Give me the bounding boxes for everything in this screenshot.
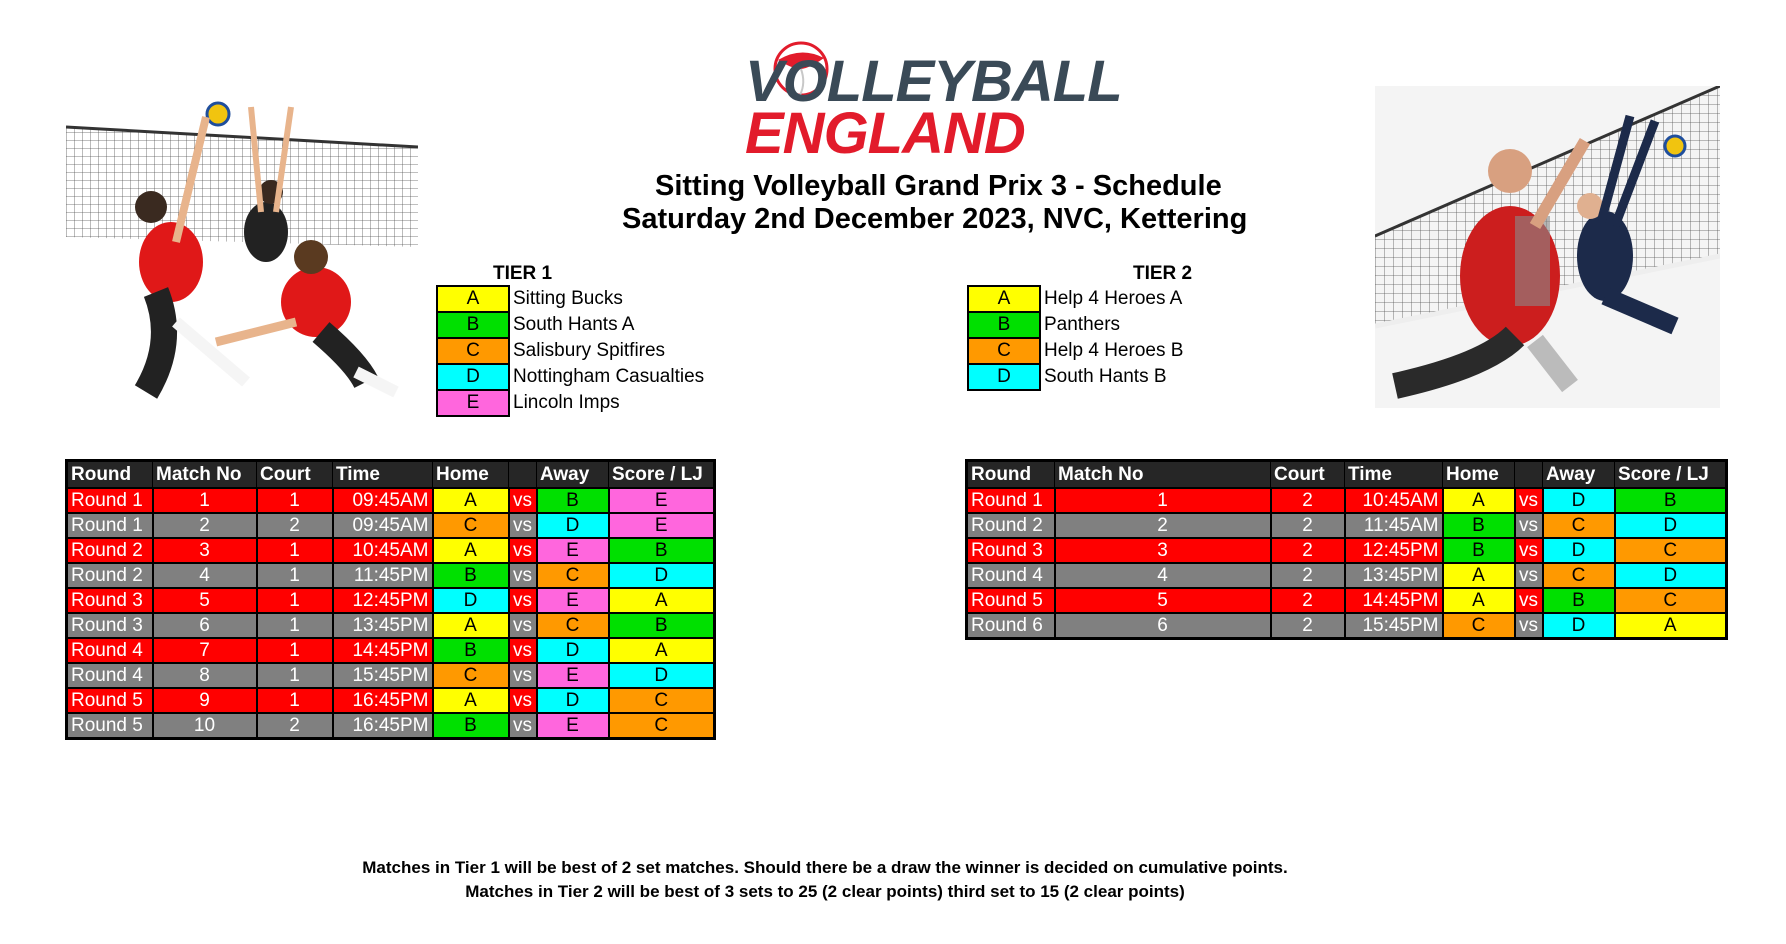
- time-cell: 12:45PM: [1345, 538, 1443, 563]
- home-team-cell: A: [1443, 588, 1515, 613]
- court-cell: 1: [257, 563, 333, 588]
- round-cell: Round 1: [967, 488, 1055, 513]
- column-header: [509, 461, 537, 489]
- team-name: Lincoln Imps: [513, 392, 620, 413]
- vs-cell: vs: [1515, 613, 1543, 639]
- court-cell: 1: [257, 588, 333, 613]
- vs-cell: vs: [509, 588, 537, 613]
- away-team-cell: E: [537, 713, 609, 739]
- time-cell: 11:45AM: [1345, 513, 1443, 538]
- home-team-cell: B: [433, 563, 509, 588]
- match-row: [967, 613, 1727, 639]
- tier1-team-legend: [436, 285, 706, 417]
- court-cell: 2: [1271, 488, 1345, 513]
- vs-cell: vs: [1515, 513, 1543, 538]
- match-row: [67, 563, 715, 588]
- vs-cell: vs: [509, 663, 537, 688]
- team-code-swatch: A: [437, 286, 509, 312]
- round-cell: Round 4: [967, 563, 1055, 588]
- away-team-cell: D: [1543, 488, 1615, 513]
- match-row: [67, 613, 715, 638]
- court-cell: 2: [1271, 613, 1345, 639]
- match-row: [67, 638, 715, 663]
- match-row: [967, 488, 1727, 513]
- legend-row: [968, 286, 1184, 312]
- score-lj-cell: A: [609, 588, 715, 613]
- time-cell: 16:45PM: [333, 713, 433, 739]
- team-name: Help 4 Heroes B: [1044, 340, 1184, 361]
- away-team-cell: E: [537, 588, 609, 613]
- score-lj-cell: D: [609, 663, 715, 688]
- away-team-cell: C: [1543, 513, 1615, 538]
- score-lj-cell: D: [1615, 563, 1727, 588]
- match-row: [67, 713, 715, 739]
- vs-cell: vs: [1515, 488, 1543, 513]
- match-number-cell: 4: [153, 563, 257, 588]
- home-team-cell: A: [1443, 563, 1515, 588]
- vs-cell: vs: [1515, 588, 1543, 613]
- home-team-cell: A: [433, 688, 509, 713]
- legend-row: [437, 312, 705, 338]
- match-number-cell: 10: [153, 713, 257, 739]
- column-header: Round: [967, 461, 1055, 489]
- court-cell: 2: [1271, 588, 1345, 613]
- legend-row: [437, 286, 705, 312]
- score-lj-cell: E: [609, 488, 715, 513]
- home-team-cell: B: [433, 713, 509, 739]
- time-cell: 10:45AM: [333, 538, 433, 563]
- round-cell: Round 5: [967, 588, 1055, 613]
- home-team-cell: B: [433, 638, 509, 663]
- team-name: Nottingham Casualties: [513, 366, 705, 387]
- legend-row: [437, 390, 705, 416]
- team-code-swatch: D: [437, 364, 509, 390]
- match-number-cell: 8: [153, 663, 257, 688]
- team-name: Help 4 Heroes A: [1044, 288, 1183, 309]
- column-header: Home: [1443, 461, 1515, 489]
- score-lj-cell: D: [1615, 513, 1727, 538]
- score-lj-cell: B: [1615, 488, 1727, 513]
- away-team-cell: C: [537, 613, 609, 638]
- away-team-cell: B: [537, 488, 609, 513]
- court-cell: 1: [257, 613, 333, 638]
- time-cell: 09:45AM: [333, 488, 433, 513]
- match-number-cell: 1: [1055, 488, 1271, 513]
- away-team-cell: C: [537, 563, 609, 588]
- score-lj-cell: C: [1615, 538, 1727, 563]
- team-name: Panthers: [1044, 314, 1121, 335]
- tier2-heading: TIER 2: [1133, 263, 1193, 284]
- column-header: [1515, 461, 1543, 489]
- away-team-cell: E: [537, 538, 609, 563]
- vs-cell: vs: [1515, 563, 1543, 588]
- vs-cell: vs: [509, 638, 537, 663]
- team-code-swatch: E: [437, 390, 509, 416]
- tier1-rules-note: Matches in Tier 1 will be best of 2 set matches. Should there be a draw the winner is decided on cumulative points.: [362, 858, 1288, 877]
- legend-row: [968, 338, 1184, 364]
- vs-cell: vs: [509, 513, 537, 538]
- match-row: [967, 588, 1727, 613]
- home-team-cell: C: [433, 663, 509, 688]
- time-cell: 14:45PM: [1345, 588, 1443, 613]
- column-header: Time: [1345, 461, 1443, 489]
- legend-row: [968, 364, 1184, 390]
- away-team-cell: D: [1543, 613, 1615, 639]
- home-team-cell: A: [433, 538, 509, 563]
- home-team-cell: A: [433, 613, 509, 638]
- score-lj-cell: A: [1615, 613, 1727, 639]
- away-team-cell: D: [537, 513, 609, 538]
- match-row: [967, 513, 1727, 538]
- match-number-cell: 2: [153, 513, 257, 538]
- court-cell: 1: [257, 538, 333, 563]
- team-code-swatch: D: [968, 364, 1040, 390]
- round-cell: Round 2: [67, 538, 153, 563]
- away-team-cell: D: [537, 638, 609, 663]
- time-cell: 15:45PM: [1345, 613, 1443, 639]
- team-code-swatch: B: [437, 312, 509, 338]
- match-row: [967, 563, 1727, 588]
- match-number-cell: 3: [153, 538, 257, 563]
- round-cell: Round 5: [67, 688, 153, 713]
- column-header: Round: [67, 461, 153, 489]
- time-cell: 10:45AM: [1345, 488, 1443, 513]
- court-cell: 1: [257, 663, 333, 688]
- legend-row: [968, 312, 1184, 338]
- match-number-cell: 9: [153, 688, 257, 713]
- column-header: Score / LJ: [1615, 461, 1727, 489]
- away-team-cell: C: [1543, 563, 1615, 588]
- round-cell: Round 3: [967, 538, 1055, 563]
- time-cell: 16:45PM: [333, 688, 433, 713]
- court-cell: 2: [257, 713, 333, 739]
- match-number-cell: 1: [153, 488, 257, 513]
- volleyball-england-logo: [745, 28, 1122, 166]
- tier2-rules-note: Matches in Tier 2 will be best of 3 sets to 25 (2 clear points) third set to 15 (2 clear points): [465, 882, 1185, 901]
- sitting-volleyball-photo-right: [1375, 86, 1720, 408]
- away-team-cell: D: [537, 688, 609, 713]
- column-header: Match No: [1055, 461, 1271, 489]
- home-team-cell: D: [433, 588, 509, 613]
- time-cell: 13:45PM: [333, 613, 433, 638]
- score-lj-cell: E: [609, 513, 715, 538]
- away-team-cell: D: [1543, 538, 1615, 563]
- home-team-cell: C: [1443, 613, 1515, 639]
- score-lj-cell: C: [609, 688, 715, 713]
- tier1-schedule-table: [65, 459, 716, 740]
- time-cell: 11:45PM: [333, 563, 433, 588]
- court-cell: 1: [257, 638, 333, 663]
- round-cell: Round 3: [67, 588, 153, 613]
- round-cell: Round 4: [67, 663, 153, 688]
- legend-row: [437, 364, 705, 390]
- court-cell: 1: [257, 688, 333, 713]
- round-cell: Round 1: [67, 488, 153, 513]
- vs-cell: vs: [509, 613, 537, 638]
- team-code-swatch: A: [968, 286, 1040, 312]
- home-team-cell: B: [1443, 513, 1515, 538]
- round-cell: Round 2: [967, 513, 1055, 538]
- home-team-cell: B: [1443, 538, 1515, 563]
- match-row: [67, 588, 715, 613]
- match-row: [67, 663, 715, 688]
- legend-row: [437, 338, 705, 364]
- match-number-cell: 2: [1055, 513, 1271, 538]
- match-number-cell: 5: [153, 588, 257, 613]
- home-team-cell: A: [433, 488, 509, 513]
- team-name: South Hants A: [513, 314, 635, 335]
- vs-cell: vs: [1515, 538, 1543, 563]
- match-number-cell: 4: [1055, 563, 1271, 588]
- round-cell: Round 6: [967, 613, 1055, 639]
- column-header: Court: [257, 461, 333, 489]
- vs-cell: vs: [509, 688, 537, 713]
- round-cell: Round 2: [67, 563, 153, 588]
- vs-cell: vs: [509, 563, 537, 588]
- match-row: [67, 688, 715, 713]
- column-header: Away: [1543, 461, 1615, 489]
- time-cell: 12:45PM: [333, 588, 433, 613]
- score-lj-cell: A: [609, 638, 715, 663]
- tier1-heading: TIER 1: [493, 263, 553, 284]
- court-cell: 2: [1271, 513, 1345, 538]
- court-cell: 2: [1271, 538, 1345, 563]
- team-code-swatch: C: [968, 338, 1040, 364]
- tier2-schedule-table: [965, 459, 1728, 640]
- score-lj-cell: D: [609, 563, 715, 588]
- column-header: Match No: [153, 461, 257, 489]
- round-cell: Round 5: [67, 713, 153, 739]
- away-team-cell: B: [1543, 588, 1615, 613]
- match-row: [67, 488, 715, 513]
- match-number-cell: 6: [1055, 613, 1271, 639]
- logo-line-2: ENGLAND: [745, 101, 1025, 166]
- score-lj-cell: B: [609, 538, 715, 563]
- team-name: Sitting Bucks: [513, 288, 623, 309]
- match-number-cell: 6: [153, 613, 257, 638]
- column-header: Court: [1271, 461, 1345, 489]
- round-cell: Round 4: [67, 638, 153, 663]
- page-subtitle: Saturday 2nd December 2023, NVC, Kettering: [622, 203, 1248, 235]
- time-cell: 15:45PM: [333, 663, 433, 688]
- match-row: [67, 513, 715, 538]
- team-name: South Hants B: [1044, 366, 1167, 387]
- home-team-cell: A: [1443, 488, 1515, 513]
- vs-cell: vs: [509, 538, 537, 563]
- column-header: Score / LJ: [609, 461, 715, 489]
- logo-line-1: VOLLEYBALL: [745, 49, 1122, 114]
- sitting-volleyball-photo-left: [66, 92, 418, 402]
- column-header: Time: [333, 461, 433, 489]
- court-cell: 2: [1271, 563, 1345, 588]
- court-cell: 2: [257, 513, 333, 538]
- round-cell: Round 3: [67, 613, 153, 638]
- match-row: [67, 538, 715, 563]
- vs-cell: vs: [509, 713, 537, 739]
- match-number-cell: 3: [1055, 538, 1271, 563]
- match-number-cell: 5: [1055, 588, 1271, 613]
- match-number-cell: 7: [153, 638, 257, 663]
- tier2-team-legend: [967, 285, 1185, 391]
- away-team-cell: E: [537, 663, 609, 688]
- page-title: Sitting Volleyball Grand Prix 3 - Schedule: [655, 170, 1222, 202]
- team-code-swatch: B: [968, 312, 1040, 338]
- score-lj-cell: C: [1615, 588, 1727, 613]
- score-lj-cell: C: [609, 713, 715, 739]
- time-cell: 14:45PM: [333, 638, 433, 663]
- match-row: [967, 538, 1727, 563]
- column-header: Home: [433, 461, 509, 489]
- team-name: Salisbury Spitfires: [513, 340, 666, 361]
- score-lj-cell: B: [609, 613, 715, 638]
- time-cell: 13:45PM: [1345, 563, 1443, 588]
- round-cell: Round 1: [67, 513, 153, 538]
- time-cell: 09:45AM: [333, 513, 433, 538]
- vs-cell: vs: [509, 488, 537, 513]
- court-cell: 1: [257, 488, 333, 513]
- team-code-swatch: C: [437, 338, 509, 364]
- column-header: Away: [537, 461, 609, 489]
- home-team-cell: C: [433, 513, 509, 538]
